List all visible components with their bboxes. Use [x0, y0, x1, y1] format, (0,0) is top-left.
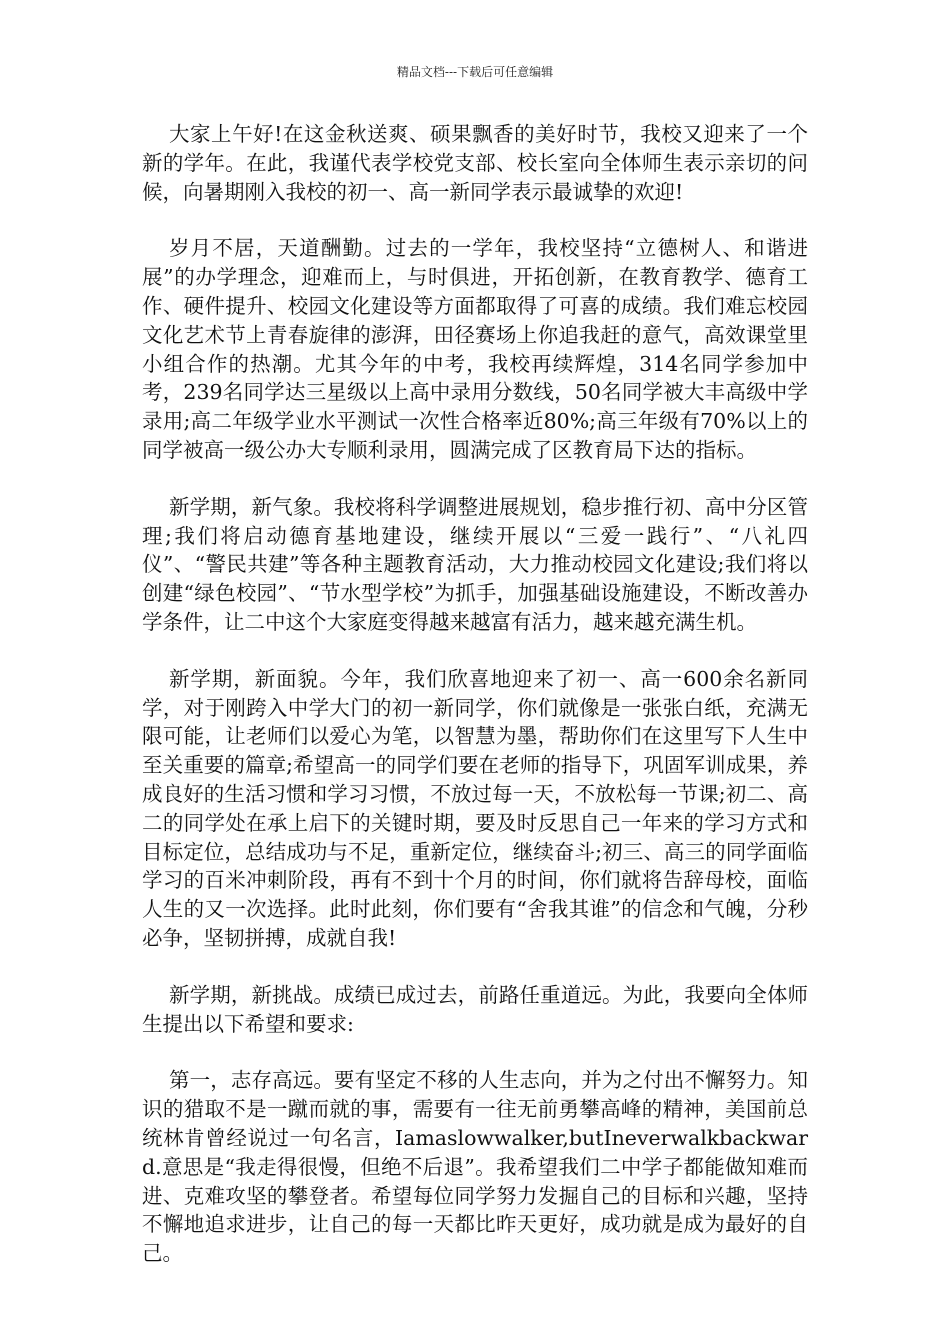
paragraph-greeting: 大家上午好!在这金秋送爽、硕果飘香的美好时节，我校又迎来了一个新的学年。在此，我谨代表学校党支部、校长室向全体师生表示亲切的问候，向暑期刚入我校的初一、高一新同学表示最诚挚的欢迎! [142, 122, 808, 204]
paragraph-ambition: 第一，志存高远。要有坚定不移的人生志向，并为之付出不懈努力。知识的猎取不是一蹴而就的事，需要有一往无前勇攀高峰的精神，美国前总统林肯曾经说过一句名言，Iamaslowwalker,butIneverwalkbackward.意思是“我走得很慢，但绝不后退”。我希望我们二中学子都能做知难而进、克难攻坚的攀登者。希望每位同学努力发掘自己的目标和兴趣，坚持不懈地追求进步，让自己的每一天都比昨天更好，成功就是成为最好的自己。 [142, 1068, 808, 1266]
paragraph-new-look: 新学期，新面貌。今年，我们欣喜地迎来了初一、高一600余名新同学，对于刚跨入中学大门的初一新同学，你们就像是一张张白纸，充满无限可能，让老师们以爱心为笔，以智慧为墨，帮助你们在这里写下人生中至关重要的篇章;希望高一的同学们要在老师的指导下，巩固军训成果，养成良好的生活习惯和学习习惯，不放过每一天，不放松每一节课;初二、高二的同学处在承上启下的关键时期，要及时反思自己一年来的学习方式和目标定位，总结成功与不足，重新定位，继续奋斗;初三、高三的同学面临学习的百米冲刺阶段，再有不到十个月的时间，你们就将告辞母校，面临人生的又一次选择。此时此刻，你们要有“舍我其谁”的信念和气魄，分秒必争，坚韧拼搏，成就自我! [142, 666, 808, 950]
page-header: 精品文档---下载后可任意编辑 [396, 65, 554, 79]
paragraph-new-atmosphere: 新学期，新气象。我校将科学调整进展规划，稳步推行初、高中分区管理;我们将启动德育基地建设，继续开展以“三爱一践行”、“八礼四仪”、“警民共建”等各种主题教育活动，大力推动校园文化建设;我们将以创建“绿色校园”、“节水型学校”为抓手，加强基础设施建设，不断改善办学条件，让二中这个大家庭变得越来越富有活力，越来越充满生机。 [142, 494, 808, 634]
document-body [142, 120, 808, 1296]
paragraph-past-year: 岁月不居，天道酬勤。过去的一学年，我校坚持“立德树人、和谐进展”的办学理念，迎难而上，与时俱进，开拓创新，在教育教学、德育工作、硬件提升、校园文化建设等方面都取得了可喜的成绩。我们难忘校园文化艺术节上青春旋律的澎湃，田径赛场上你追我赶的意气，高效课堂里小组合作的热潮。尤其今年的中考，我校再续辉煌，314名同学参加中考，239名同学达三星级以上高中录用分数线，50名同学被大丰高级中学录用;高二年级学业水平测试一次性合格率近80%;高三年级有70%以上的同学被高一级公办大专顺利录用，圆满完成了区教育局下达的指标。 [142, 236, 808, 462]
paragraph-new-challenge: 新学期，新挑战。成绩已成过去，前路任重道远。为此，我要向全体师生提出以下希望和要求: [142, 982, 808, 1036]
